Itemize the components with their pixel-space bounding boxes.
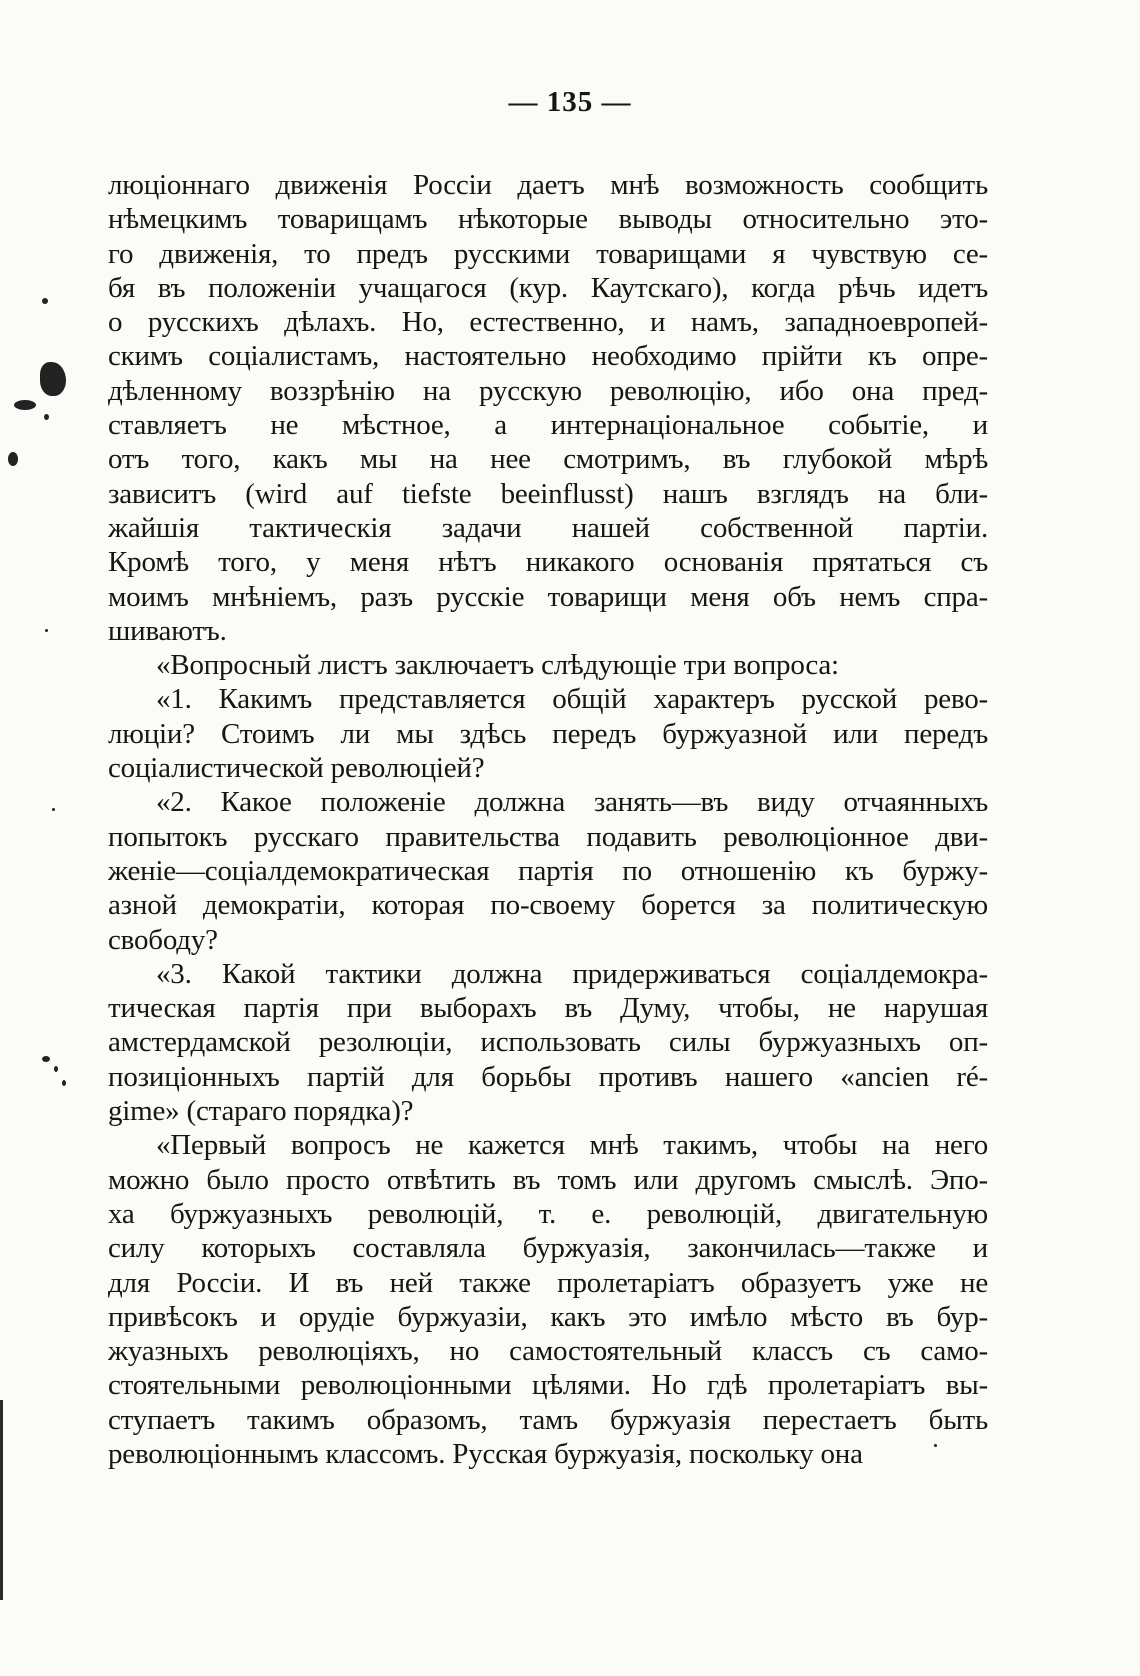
text-line: Кромѣ того, у меня нѣтъ никакого основанія прятаться съ	[108, 546, 988, 579]
text-line: отъ того, какъ мы на нее смотримъ, въ глубокой мѣрѣ	[108, 443, 988, 476]
text-line: жайшія тактическія задачи нашей собственной партіи.	[108, 511, 988, 544]
text-line: зависитъ (wird auf tiefste beeinflusst) нашъ взглядъ на бли-	[108, 477, 988, 510]
text-line: попытокъ русскаго правительства подавить революціонное дви-	[108, 820, 988, 853]
text-line: бя въ положеніи учащагося (кур. Каутскаго), когда рѣчь идетъ	[108, 271, 988, 304]
margin-speck	[52, 808, 55, 811]
margin-speck	[45, 629, 48, 632]
text-line: моимъ мнѣніемъ, разъ русскіе товарищи меня объ немъ спра-	[108, 580, 988, 613]
text-line: «3. Какой тактики должна придерживаться соціалдемокра-	[156, 957, 988, 990]
page-number: — 135 —	[508, 86, 632, 118]
margin-speck	[62, 1080, 66, 1086]
text-line: «Первый вопросъ не кажется мнѣ такимъ, чтобы на него	[156, 1129, 988, 1162]
text-line: свободу?	[108, 923, 218, 956]
margin-speck	[42, 298, 48, 304]
paragraph	[108, 682, 988, 785]
text-line: силу которыхъ составляла буржуазія, закончилась—также и	[108, 1232, 988, 1265]
text-line: скимъ соціалистамъ, настоятельно необходимо прійти къ опре-	[108, 340, 988, 373]
text-line: ха буржуазныхъ революцій, т. е. революцій, двигательную	[108, 1197, 988, 1230]
margin-speck	[14, 400, 36, 410]
text-line: для Россіи. И въ ней также пролетаріатъ образуетъ уже не	[108, 1266, 988, 1299]
text-line: соціалистической революціей?	[108, 752, 485, 785]
text-line: позиціонныхъ партій для борьбы противъ нашего «ancien ré-	[108, 1060, 988, 1093]
margin-speck	[54, 1066, 58, 1072]
text-line: дѣленному воззрѣнію на русскую революцію, ибо она пред-	[108, 374, 988, 407]
text-line: gime» (стараго порядка)?	[108, 1095, 414, 1128]
text-line: «1. Какимъ представляется общій характеръ русской рево-	[156, 683, 988, 716]
text-line: тическая партія при выборахъ въ Думу, чтобы, не нарушая	[108, 992, 988, 1025]
paragraph	[108, 957, 988, 1128]
text-line: жуазныхъ революціяхъ, но самостоятельный классъ съ само-	[108, 1335, 988, 1368]
text-line: люціоннаго движенія Россіи даетъ мнѣ возможность сообщить	[108, 169, 988, 201]
text-line: «2. Какое положеніе должна занять—въ виду отчаянныхъ	[156, 786, 988, 819]
text-line: ставляетъ не мѣстное, а интернаціональное событіе, и	[108, 409, 988, 442]
text-line: азной демократіи, которая по-своему борется за политическую	[108, 889, 988, 922]
text-line: женіе—соціалдемократическая партія по отношенію къ буржу-	[108, 854, 988, 887]
margin-blot	[40, 362, 66, 396]
text-line: шиваютъ.	[108, 614, 227, 647]
text-line: революціоннымъ классомъ. Русская буржуазія, поскольку она	[108, 1437, 863, 1470]
margin-speck	[934, 1444, 937, 1447]
text-line: о русскихъ дѣлахъ. Но, естественно, и намъ, западноевропей-	[108, 306, 988, 339]
text-line: го движенія, то предъ русскими товарищами я чувствую се-	[108, 237, 988, 270]
text-line: нѣмецкимъ товарищамъ нѣкоторые выводы относительно это-	[108, 203, 988, 236]
text-line: ступаетъ такимъ образомъ, тамъ буржуазія перестаетъ быть	[108, 1403, 988, 1436]
text-line: «Вопросный листъ заключаетъ слѣдующіе три вопроса:	[156, 649, 839, 682]
binding-edge-line	[0, 1400, 3, 1600]
paragraph	[108, 648, 988, 682]
text-line: люціи? Стоимъ ли мы здѣсь передъ буржуазной или передъ	[108, 717, 988, 750]
page-body	[108, 168, 988, 1471]
text-line: привѣсокъ и орудіе буржуазіи, какъ это имѣло мѣсто въ бур-	[108, 1300, 988, 1333]
text-line: можно было просто отвѣтить въ томъ или другомъ смыслѣ. Эпо-	[108, 1163, 988, 1196]
text-line: амстердамской резолюціи, использовать силы буржуазныхъ оп-	[108, 1026, 988, 1059]
margin-speck	[44, 414, 49, 420]
paragraph	[108, 168, 988, 648]
paragraph	[108, 785, 988, 956]
paragraph	[108, 1128, 988, 1471]
text-line: стоятельными революціонными цѣлями. Но гдѣ пролетаріатъ вы-	[108, 1369, 988, 1402]
margin-speck	[42, 1056, 50, 1062]
margin-speck	[8, 452, 18, 466]
